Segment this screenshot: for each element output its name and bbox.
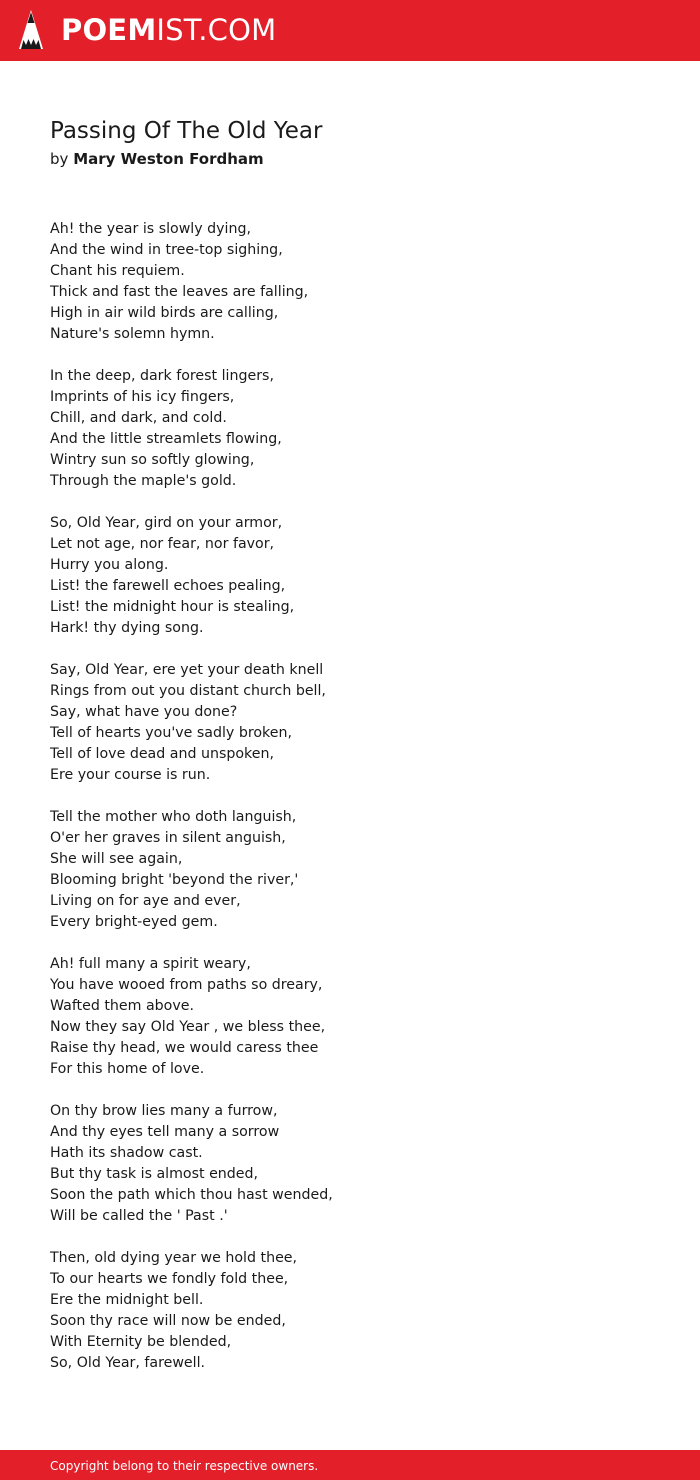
poem-line: So, Old Year, farewell. — [50, 1355, 206, 1371]
poem-line: Hurry you along. — [50, 557, 169, 573]
poem-line: Say, what have you done? — [50, 704, 238, 720]
poem-line: Tell the mother who doth languish, — [50, 809, 297, 825]
poem-line: Ah! full many a spirit weary, — [50, 956, 251, 972]
poem-line: Through the maple's gold. — [50, 473, 237, 489]
poem-body — [50, 219, 650, 1395]
poem-line: To our hearts we fondly fold thee, — [50, 1271, 289, 1287]
poem-line: Nature's solemn hymn. — [50, 326, 215, 342]
stanza — [50, 1101, 650, 1227]
poem-line: Then, old dying year we hold thee, — [50, 1250, 298, 1266]
stanza — [50, 954, 650, 1080]
poem-line: Wintry sun so softly glowing, — [50, 452, 255, 468]
poem-line: Hath its shadow cast. — [50, 1145, 203, 1161]
poem-line: With Eternity be blended, — [50, 1334, 232, 1350]
stanza — [50, 219, 650, 345]
poem-line: Ah! the year is slowly dying, — [50, 221, 252, 237]
poem-line: Now they say Old Year , we bless thee, — [50, 1019, 326, 1035]
poem-line: But thy task is almost ended, — [50, 1166, 259, 1182]
poem-line: Say, Old Year, ere yet your death knell — [50, 662, 324, 678]
author-name: Mary Weston Fordham — [73, 150, 264, 168]
poem-line: Living on for aye and ever, — [50, 893, 241, 909]
stanza — [50, 366, 650, 492]
poem-line: Will be called the ' Past .' — [50, 1208, 228, 1224]
logo-text-bold: POEM — [61, 13, 157, 47]
poem-line: Soon the path which thou hast wended, — [50, 1187, 333, 1203]
poem-line: O'er her graves in silent anguish, — [50, 830, 286, 846]
poem-line: Tell of love dead and unspoken, — [50, 746, 274, 762]
poem-line: For this home of love. — [50, 1061, 205, 1077]
poem-line: And thy eyes tell many a sorrow — [50, 1124, 280, 1140]
poem-line: List! the farewell echoes pealing, — [50, 578, 286, 594]
poem-line: Imprints of his icy fingers, — [50, 389, 235, 405]
poem-line: Ere the midnight bell. — [50, 1292, 204, 1308]
pencil-icon[interactable] — [18, 9, 44, 51]
site-footer — [0, 1450, 700, 1480]
poem-line: So, Old Year, gird on your armor, — [50, 515, 283, 531]
poem-title: Passing Of The Old Year — [50, 118, 323, 144]
poem-line: Every bright-eyed gem. — [50, 914, 218, 930]
poem-line: Hark! thy dying song. — [50, 620, 204, 636]
stanza — [50, 807, 650, 933]
poem-line: Thick and fast the leaves are falling, — [50, 284, 309, 300]
poem-line: Blooming bright 'beyond the river,' — [50, 872, 299, 888]
poem-byline — [50, 148, 264, 170]
poem-line: And the wind in tree-top sighing, — [50, 242, 283, 258]
poem-line: Tell of hearts you've sadly broken, — [50, 725, 292, 741]
poem-line: And the little streamlets flowing, — [50, 431, 282, 447]
poem-line: She will see again, — [50, 851, 183, 867]
poem-line: Raise thy head, we would caress thee — [50, 1040, 319, 1056]
poem-line: Ere your course is run. — [50, 767, 211, 783]
poem-line: Soon thy race will now be ended, — [50, 1313, 286, 1329]
stanza — [50, 513, 650, 639]
poem-line: Let not age, nor fear, nor favor, — [50, 536, 275, 552]
poem-line: Wafted them above. — [50, 998, 194, 1014]
site-header — [0, 0, 700, 61]
stanza — [50, 1248, 650, 1374]
poem-line: Rings from out you distant church bell, — [50, 683, 326, 699]
poem-line: On thy brow lies many a furrow, — [50, 1103, 278, 1119]
by-label: by — [50, 150, 69, 168]
poem-line: In the deep, dark forest lingers, — [50, 368, 274, 384]
logo-text-light: IST.COM — [156, 13, 277, 47]
copyright-text: Copyright belong to their respective owners. — [50, 1459, 319, 1473]
poem-line: You have wooed from paths so dreary, — [50, 977, 323, 993]
poem-line: List! the midnight hour is stealing, — [50, 599, 295, 615]
site-logo[interactable] — [61, 13, 276, 47]
poem-line: Chill, and dark, and cold. — [50, 410, 227, 426]
stanza — [50, 660, 650, 786]
poem-line: Chant his requiem. — [50, 263, 185, 279]
poem-line: High in air wild birds are calling, — [50, 305, 279, 321]
